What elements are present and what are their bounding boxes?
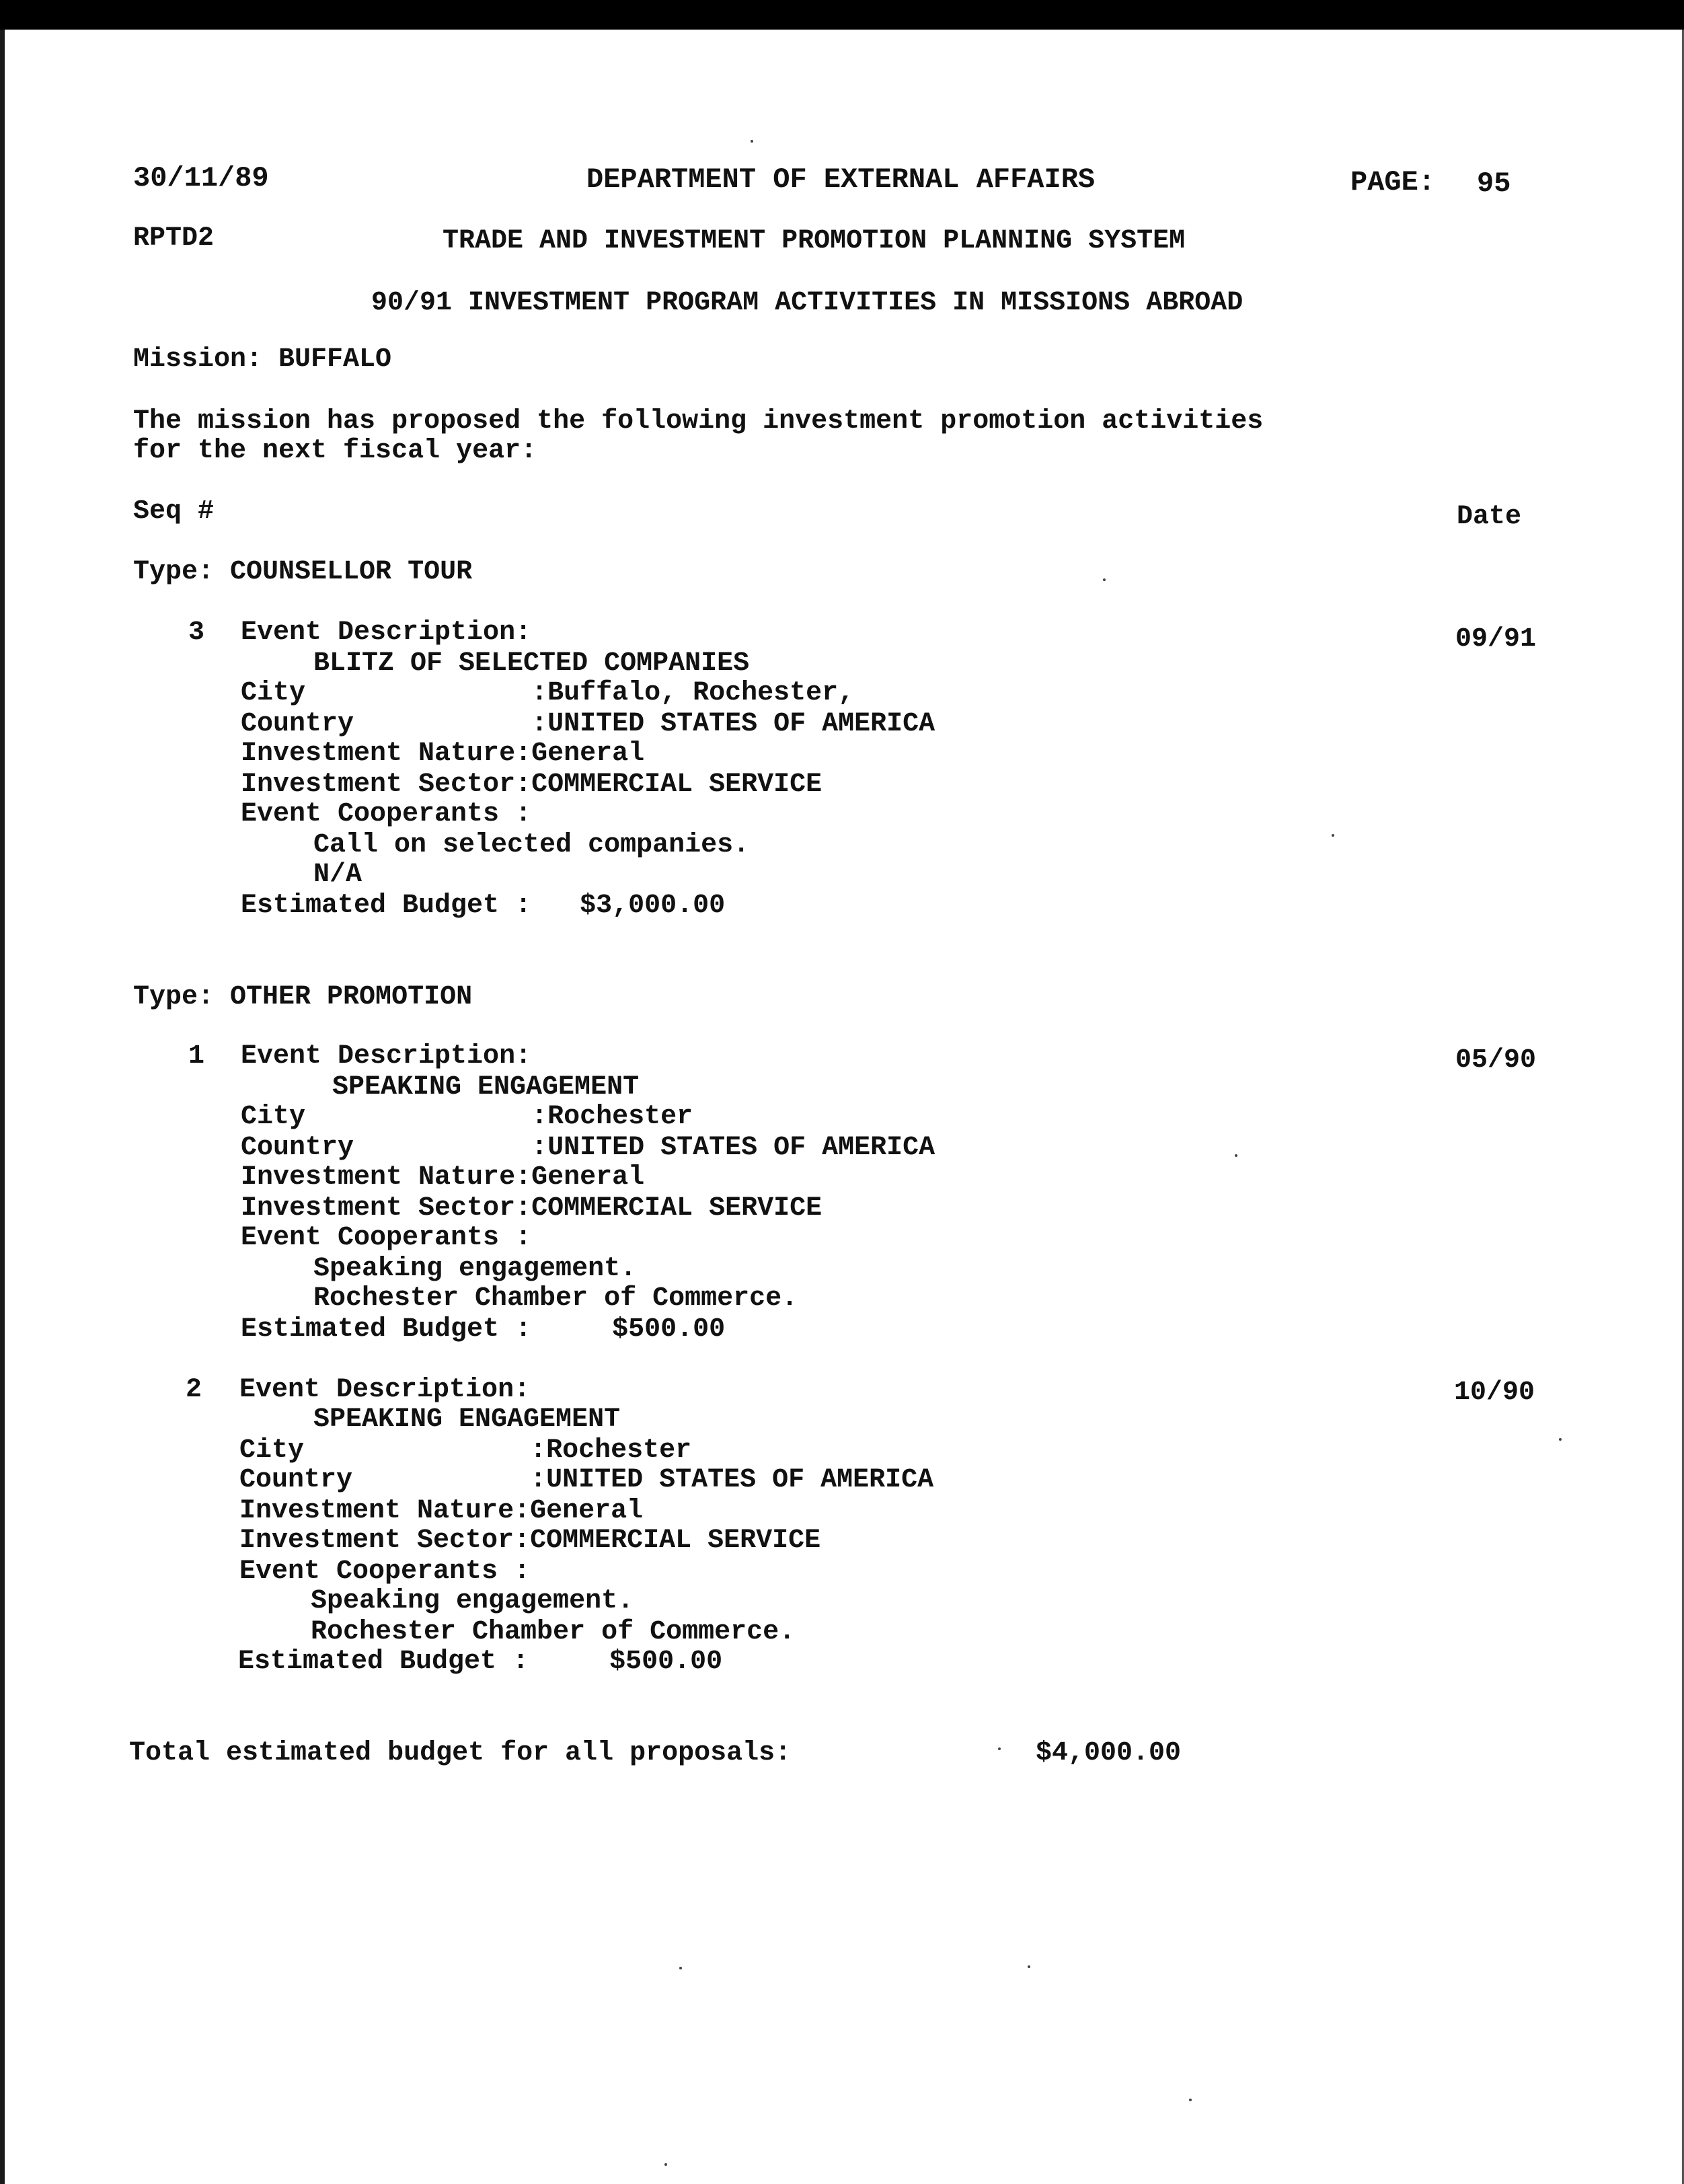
event-city: City :Rochester [239, 1435, 692, 1466]
event-city: City :Buffalo, Rochester, [241, 678, 855, 708]
event-cooperants-label: Event Cooperants : [239, 1556, 531, 1587]
event-investment-sector: Investment Sector:COMMERCIAL SERVICE [241, 769, 822, 800]
section-type-label: Type: COUNSELLOR TOUR [133, 557, 473, 587]
event-investment-sector: Investment Sector:COMMERCIAL SERVICE [241, 1193, 822, 1223]
scan-speck [998, 1747, 1001, 1750]
event-date: 09/91 [1455, 624, 1537, 654]
scan-speck [1189, 2099, 1192, 2101]
date-column-header: Date [1457, 502, 1522, 532]
event-estimated-budget: Estimated Budget : $500.00 [238, 1647, 723, 1677]
event-description: SPEAKING ENGAGEMENT [332, 1072, 640, 1102]
scan-speck [1235, 1154, 1237, 1157]
page-label: PAGE: [1350, 166, 1436, 198]
event-estimated-budget: Estimated Budget : $500.00 [241, 1314, 726, 1345]
event-cooperant-1: Call on selected companies. [313, 830, 750, 860]
event-investment-sector: Investment Sector:COMMERCIAL SERVICE [239, 1526, 821, 1556]
report-code: RPTD2 [133, 223, 215, 254]
event-city: City :Rochester [241, 1102, 693, 1132]
scan-top-border [0, 0, 1684, 30]
section-type-label: Type: OTHER PROMOTION [133, 982, 473, 1012]
event-seq: 3 [188, 617, 205, 648]
event-cooperants-label: Event Cooperants : [241, 1223, 532, 1253]
seq-column-header: Seq # [133, 496, 215, 527]
scan-speck [751, 140, 753, 143]
scan-speck [664, 2163, 667, 2166]
event-description-label: Event Description: [241, 617, 532, 648]
department-name: DEPARTMENT OF EXTERNAL AFFAIRS [586, 163, 1096, 196]
intro-line-2: for the next fiscal year: [133, 436, 537, 466]
scan-speck [1103, 578, 1106, 581]
event-country: Country :UNITED STATES OF AMERICA [239, 1465, 934, 1495]
intro-line-1: The mission has proposed the following investment promotion activities [133, 406, 1264, 437]
event-cooperant-2: Rochester Chamber of Commerce. [311, 1617, 796, 1647]
event-date: 05/90 [1455, 1045, 1537, 1076]
event-investment-nature: Investment Nature:General [239, 1496, 644, 1526]
event-cooperant-2: N/A [313, 860, 362, 890]
event-cooperant-1: Speaking engagement. [313, 1254, 637, 1284]
event-seq: 1 [188, 1041, 205, 1071]
report-date: 30/11/89 [133, 162, 269, 194]
event-description: BLITZ OF SELECTED COMPANIES [313, 648, 750, 679]
report-title: 90/91 INVESTMENT PROGRAM ACTIVITIES IN MISSIONS ABROAD [371, 288, 1243, 318]
event-description-label: Event Description: [239, 1375, 531, 1405]
scan-speck [1028, 1965, 1030, 1968]
scan-left-edge [0, 30, 5, 2184]
event-description: SPEAKING ENGAGEMENT [313, 1404, 621, 1435]
scan-speck [679, 1967, 682, 1969]
event-country: Country :UNITED STATES OF AMERICA [241, 1133, 935, 1163]
scan-speck [1332, 834, 1334, 837]
event-cooperant-1: Speaking engagement. [311, 1586, 634, 1616]
system-title: TRADE AND INVESTMENT PROMOTION PLANNING SYSTEM [443, 226, 1186, 256]
total-budget-amount: $4,000.00 [1036, 1738, 1182, 1768]
event-cooperant-2: Rochester Chamber of Commerce. [313, 1283, 798, 1314]
event-cooperants-label: Event Cooperants : [241, 799, 532, 829]
event-description-label: Event Description: [241, 1041, 532, 1071]
event-country: Country :UNITED STATES OF AMERICA [241, 709, 935, 739]
mission-line: Mission: BUFFALO [133, 344, 392, 375]
event-seq: 2 [186, 1375, 202, 1405]
event-investment-nature: Investment Nature:General [241, 739, 645, 769]
event-estimated-budget: Estimated Budget : $3,000.00 [241, 891, 726, 921]
scan-speck [1559, 1438, 1562, 1441]
event-date: 10/90 [1454, 1378, 1535, 1408]
total-budget-label: Total estimated budget for all proposals: [129, 1738, 792, 1768]
page-number: 95 [1477, 167, 1511, 200]
event-investment-nature: Investment Nature:General [241, 1162, 645, 1193]
